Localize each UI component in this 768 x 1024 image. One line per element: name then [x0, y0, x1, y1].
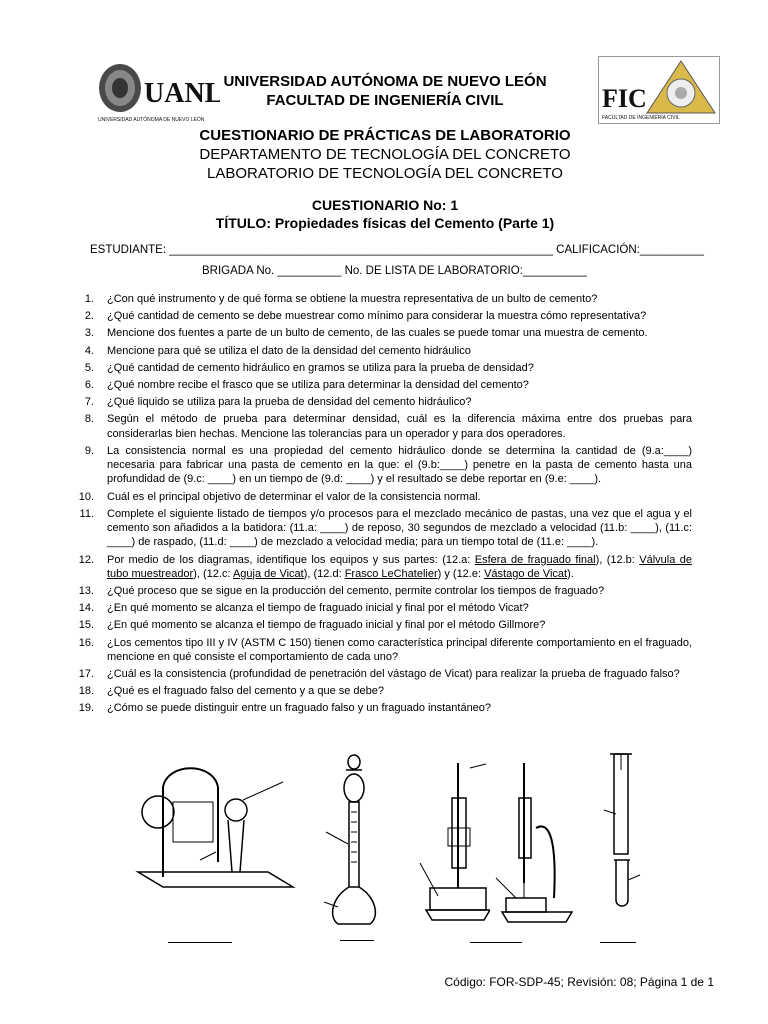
question-number: 1.: [84, 293, 94, 305]
fic-logo: [598, 56, 720, 124]
question-number: 10.: [78, 490, 94, 503]
question-item: [72, 444, 692, 487]
document-title: TÍTULO: Propiedades físicas del Cemento (Parte 1): [215, 215, 555, 231]
question-item: [72, 361, 692, 375]
figure-answer-blank[interactable]: [470, 942, 522, 943]
question-item: [72, 618, 692, 632]
questionnaire-number: CUESTIONARIO No: 1: [311, 197, 459, 213]
question-text: ), (12.b:: [595, 553, 640, 566]
question-text: Complete el siguiente listado de tiempos y/o procesos para el mezclado mecánico de pastas, una vez que el agua y el cemento son añadidos a la batidora: (11.a: ____) de reposo, 30 segundos de mezclado a velocidad (11.b: ____), (11.c: ____) de raspado, (11.d: ____) de mezclado a velocidad media; para un tiempo total de (11.e: ____).: [107, 507, 692, 549]
figure-answer-blank[interactable]: [340, 940, 374, 941]
question-text: ¿Qué proceso que se sigue en la producción del cemento, permite controlar los tiempos de fraguado?: [107, 585, 605, 598]
question-item: [72, 344, 692, 358]
question-text: ¿Qué nombre recibe el frasco que se utiliza para determinar la densidad del cemento?: [107, 378, 529, 391]
student-field[interactable]: ESTUDIANTE: ____________________________________________________________ CALIFICACIÓN:__________: [90, 244, 704, 256]
question-text: ) y (12.e:: [437, 567, 485, 580]
figure-answer-blank[interactable]: [168, 942, 232, 943]
question-item: [72, 584, 692, 598]
question-text: ¿Cómo se puede distinguir entre un fraguado falso y un fraguado instantáneo?: [107, 702, 492, 715]
question-text: Cuál es el principal objetivo de determinar el valor de la consistencia normal.: [107, 490, 481, 503]
question-list: [72, 292, 692, 719]
svg-text:FACULTAD DE INGENIERÍA CIVIL: FACULTAD DE INGENIERÍA CIVIL: [602, 115, 680, 121]
question-number: 12.: [78, 553, 94, 566]
faculty-name: FACULTAD DE INGENIERÍA CIVIL: [266, 92, 504, 109]
question-item: [72, 412, 692, 441]
question-text: ¿Los cementos tipo III y IV (ASTM C 150) tienen como característica principal diferente comportamiento en el fraguado, mencione en qué consiste el comportamiento de cada uno?: [107, 636, 692, 663]
brigade-field[interactable]: BRIGADA No. __________ No. DE LISTA DE LABORATORIO:__________: [202, 265, 587, 277]
svg-text:FIC: FIC: [602, 84, 647, 113]
question-number: 9.: [84, 444, 94, 457]
question-text: ).: [567, 567, 574, 580]
svg-text:UNIVERSIDAD AUTÓNOMA DE NUEVO: UNIVERSIDAD AUTÓNOMA DE NUEVO LEÓN: [98, 117, 205, 123]
question-item: [72, 309, 692, 323]
question-text: Según el método de prueba para determinar densidad, cuál es la diferencia máxima entre dos pruebas para considerarlas bien hechas. Mencione las tolerancias para un operador y para dos operadores.: [107, 413, 692, 440]
le-chatelier-flask-diagram: [322, 752, 382, 932]
question-text: ), (12.c:: [193, 567, 233, 580]
question-number: 14.: [78, 602, 94, 615]
question-text: ¿En qué momento se alcanza el tiempo de fraguado inicial y final por el método Gillmore?: [107, 619, 546, 632]
question-item: [72, 395, 692, 409]
question-item: [72, 636, 692, 665]
figure-answer-blank[interactable]: [600, 942, 636, 943]
question-number: 17.: [78, 668, 94, 681]
le-chatelier-bath-diagram: [118, 752, 298, 907]
question-term: Vástago de Vicat: [484, 567, 568, 580]
question-number: 11.: [79, 507, 94, 520]
question-number: 16.: [78, 636, 94, 649]
question-item: [72, 326, 692, 340]
vicat-needle-diagram: [494, 758, 576, 933]
question-number: 13.: [78, 585, 94, 598]
question-number: 4.: [84, 344, 94, 357]
questionnaire-title: CUESTIONARIO DE PRÁCTICAS DE LABORATORIO: [199, 127, 571, 144]
question-text: ¿Qué cantidad de cemento hidráulico en gramos se utiliza para la prueba de densidad?: [107, 361, 534, 374]
question-term: Válvula de tubo muestreador: [107, 553, 692, 580]
question-term: Frasco LeChatelier: [344, 567, 438, 580]
sampling-tube-diagram: [602, 750, 642, 915]
question-text: Mencione para qué se utiliza el dato de la densidad del cemento hidráulico: [107, 344, 471, 357]
question-number: 7.: [84, 396, 94, 409]
department-name: DEPARTAMENTO DE TECNOLOGÍA DEL CONCRETO: [199, 146, 571, 163]
document-code-footer: Código: FOR-SDP-45; Revisión: 08; Página 1 de 1: [444, 975, 714, 989]
question-text: ), (12.d:: [303, 567, 345, 580]
question-item: [72, 490, 692, 504]
university-name: UNIVERSIDAD AUTÓNOMA DE NUEVO LEÓN: [223, 73, 547, 90]
svg-text:UANL: UANL: [144, 78, 220, 109]
question-text: ¿Qué cantidad de cemento se debe muestrear como mínimo para considerar la muestra cómo representativa?: [107, 310, 647, 323]
question-number: 19.: [78, 702, 94, 715]
question-item: [72, 701, 692, 715]
question-item: [72, 553, 692, 582]
question-number: 15.: [78, 619, 94, 632]
question-item: [72, 667, 692, 681]
question-number: 6.: [84, 378, 94, 391]
question-number: 18.: [78, 685, 94, 698]
question-term: Esfera de fraguado final: [474, 553, 596, 566]
question-text: La consistencia normal es una propiedad del cemento hidráulico donde se determina la cantidad de (9.a:____) necesaria para fabricar una pasta de cemento en la que: el (9.b:____) penetre en la pasta de cemento hasta una profundidad de (9.c: ____) en un tiempo de (9.d: ____) y el resultado se debe reportar en (9.e: ____).: [107, 444, 692, 486]
question-text: ¿Qué es el fraguado falso del cemento y a que se debe?: [107, 685, 385, 698]
question-text: ¿En qué momento se alcanza el tiempo de fraguado inicial y final por el método Vicat?: [107, 602, 529, 615]
question-item: [72, 601, 692, 615]
question-text: ¿Cuál es la consistencia (profundidad de penetración del vástago de Vicat) para realizar la prueba de fraguado falso?: [107, 668, 680, 681]
question-number: 2.: [84, 310, 94, 323]
question-item: [72, 378, 692, 392]
question-item: [72, 292, 692, 306]
question-text: Por medio de los diagramas, identifique los equipos y sus partes: (12.a:: [107, 553, 475, 566]
question-text: Mencione dos fuentes a parte de un bulto de cemento, de las cuales se puede tomar una muestra de cemento.: [107, 327, 648, 340]
question-number: 5.: [84, 361, 94, 374]
question-text: ¿Con qué instrumento y de qué forma se obtiene la muestra representativa de un bulto de cemento?: [107, 293, 598, 305]
question-number: 8.: [84, 413, 94, 426]
question-number: 3.: [84, 327, 94, 340]
question-text: ¿Qué liquido se utiliza para la prueba de densidad del cemento hidráulico?: [107, 396, 472, 409]
question-item: [72, 507, 692, 550]
uanl-logo: [96, 58, 220, 124]
question-item: [72, 684, 692, 698]
laboratory-name: LABORATORIO DE TECNOLOGÍA DEL CONCRETO: [207, 165, 563, 182]
question-term: Aguja de Vicat: [232, 567, 304, 580]
vicat-apparatus-diagram: [418, 758, 490, 933]
